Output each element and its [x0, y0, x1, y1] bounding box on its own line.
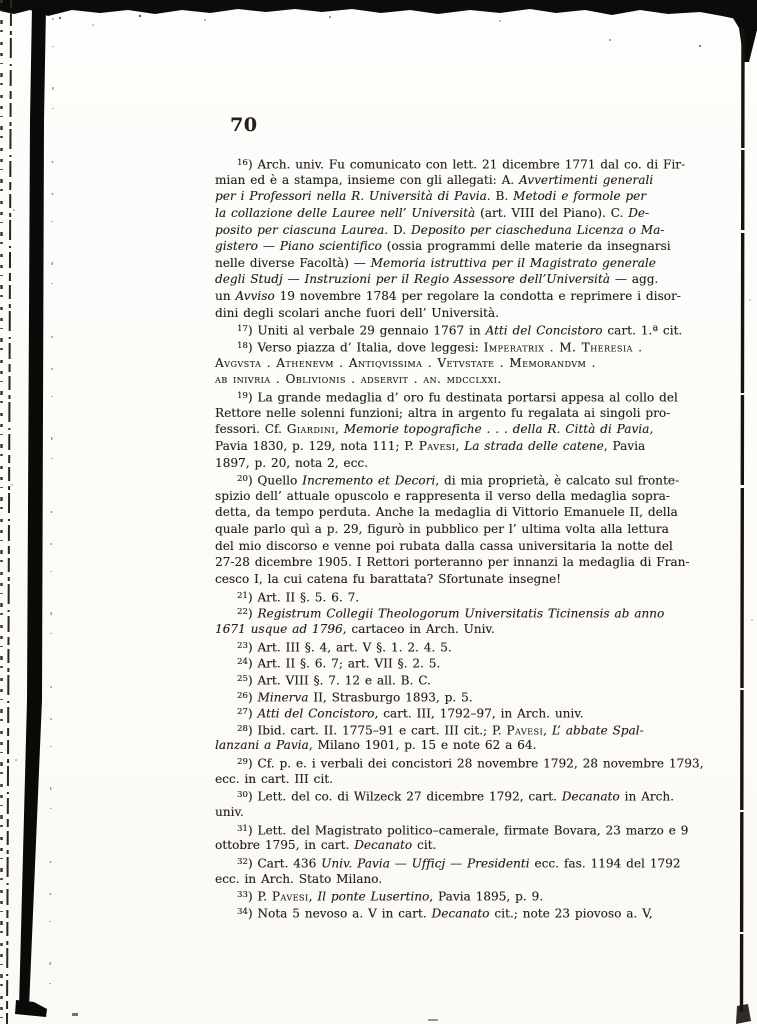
footnote-20-line-4 — [215, 521, 675, 538]
text-segment: ) — [247, 690, 258, 704]
text-segment: B. — [490, 189, 514, 204]
scan-right-line — [742, 28, 744, 1012]
scan-gutter-foot — [15, 1000, 47, 1017]
text-segment: ) — [247, 706, 258, 721]
footnote-marker: 27 — [237, 707, 248, 718]
text-segment: ) Lett. del Magistrato politico–camerale, firmate Bovara, 23 marzo e 9 — [247, 823, 689, 838]
text-segment: mian ed è a stampa, insieme con gli allegati: A. — [215, 172, 520, 187]
scan-top-band — [0, 0, 757, 34]
text-segment: Metodi e formole per — [513, 189, 647, 204]
footnote-32-line-2 — [215, 871, 675, 888]
footnote-30-line-1 — [215, 787, 675, 804]
text-segment: — agg. — [609, 272, 659, 287]
footnote-20-line-6 — [215, 554, 690, 571]
text-segment: (ossia programmi delle materie da insegnarsi — [381, 239, 671, 254]
footnote-17-line-1 — [215, 321, 683, 338]
text-segment: Atti del Concistoro — [485, 323, 603, 338]
footnote-16-line-3 — [215, 188, 675, 205]
footnote-32-line-1 — [215, 854, 681, 871]
footnote-31-line-2 — [215, 837, 675, 854]
footnote-23-line-1 — [215, 638, 675, 655]
footnote-16-line-6 — [215, 238, 675, 255]
text-segment: 1897, p. 20, nota 2, ecc. — [215, 455, 368, 470]
footnote-30-line-2 — [215, 804, 675, 821]
footnote-marker: 32 — [237, 856, 248, 867]
text-segment: 19 novembre 1784 per regolare la condotta e reprimere i disor- — [274, 289, 681, 304]
scan-right-foot — [736, 1004, 751, 1024]
text-segment: cesco I, la cui catena fu barattata? Sfortunate insegne! — [215, 572, 562, 587]
text-segment: nelle diverse Facoltà) — — [215, 255, 371, 270]
footnote-marker: 19 — [237, 390, 248, 401]
text-segment: , — [543, 723, 552, 738]
footnote-16-line-5 — [215, 222, 675, 239]
footnote-28-line-1 — [215, 721, 675, 738]
text-segment: degli Studj — Instruzioni per il Regio Assessore dell’Università — [215, 272, 610, 287]
text-segment: quale parlo quì a p. 29, figurò in pubblico per l’ ultima volta alla lettura — [215, 522, 669, 537]
text-segment: ) La grande medaglia d’ oro fu destinata portarsi appesa al collo del — [247, 390, 678, 405]
footnote-marker: 22 — [237, 607, 248, 618]
text-segment: , Milano 1901, p. 15 e note 62 a 64. — [308, 738, 537, 753]
text-segment: ecc. in Arch. Stato Milano. — [215, 871, 383, 886]
footnote-marker: 23 — [237, 640, 248, 651]
footnote-20-line-3 — [215, 504, 678, 521]
footnote-22-line-1 — [215, 604, 675, 621]
footnote-20-line-1 — [215, 471, 680, 488]
text-segment: ) Lett. del co. di Wilzeck 27 dicembre 1792, cart. — [247, 789, 562, 804]
text-segment: ) Uniti al verbale 29 gennaio 1767 in — [247, 323, 486, 338]
text-segment: ecc. fas. 1194 del 1792 — [529, 856, 681, 871]
text-segment: spizio dell’ attuale opuscolo e rappresenta il verso della medaglia sopra- — [215, 488, 670, 503]
page-number: 70 — [230, 114, 258, 136]
text-segment: in Arch. — [619, 789, 674, 804]
text-segment: cit. — [412, 838, 437, 853]
footnote-16-line-2 — [215, 172, 675, 189]
text-segment: Avvertimenti generali — [519, 172, 654, 187]
text-segment: cart. 1.ª cit. — [602, 323, 683, 338]
footnote-22-line-2 — [215, 621, 675, 638]
text-segment: ) Cart. 436 — [247, 856, 322, 871]
text-segment: Avviso — [235, 289, 275, 304]
text-segment: Univ. Pavia — Ufficj — Presidenti — [321, 856, 530, 871]
footnote-19-line-1 — [215, 388, 678, 405]
footnote-16-line-9 — [215, 288, 681, 305]
text-segment: ) Quello — [247, 473, 303, 488]
text-segment: dini degli scolari anche fuori dell’ Università. — [215, 305, 499, 320]
text-segment: per i Professori nella R. Università di Pavia. — [215, 189, 491, 204]
footnote-marker: 31 — [237, 823, 248, 834]
footnote-16-line-8 — [215, 271, 675, 288]
text-segment: II, Strasburgo 1893, p. 5. — [308, 690, 473, 704]
text-segment: posito per ciascuna Laurea. — [215, 222, 389, 237]
footnote-20-line-2 — [215, 488, 675, 505]
footnote-marker: 29 — [237, 757, 248, 768]
scan-faint-line — [50, 18, 53, 1010]
footnote-33-line-1 — [215, 887, 675, 904]
footnote-18-line-2 — [215, 355, 675, 372]
text-segment: cit.; note 23 piovoso a. V, — [489, 906, 653, 921]
text-segment: D. — [388, 222, 411, 237]
text-segment: gistero — Piano scientifico — [215, 239, 382, 254]
text-segment: Memorie topografiche . . . della R. Città di Pavia, — [343, 422, 654, 437]
footnote-29-line-1 — [215, 754, 704, 771]
text-segment: Giardini — [286, 422, 336, 437]
text-segment: De- — [628, 205, 650, 220]
text-segment: Pavesi — [418, 438, 456, 453]
text-segment: 27-28 dicembre 1905. I Rettori porteranno per innanzi la medaglia di Fran- — [215, 555, 690, 570]
footnote-16-line-10 — [215, 305, 675, 322]
text-segment: ) Art. II §. 6. 7; art. VII §. 2. 5. — [247, 656, 441, 671]
text-segment: Imperatrix . M. Theresia . — [483, 340, 643, 355]
footnote-19-line-2 — [215, 405, 675, 422]
footnote-19-line-4 — [215, 438, 675, 455]
footnote-marker: 28 — [237, 723, 248, 734]
footnote-27-line-1 — [215, 704, 675, 721]
footnote-25-line-1 — [215, 671, 675, 688]
text-segment: ) Nota 5 nevoso a. V in cart. — [247, 906, 432, 921]
text-segment: 1671 usque ad 1796 — [215, 621, 343, 636]
text-segment: Memoria istruttiva per il Magistrato generale — [370, 255, 656, 270]
text-segment: fessori. Cf. — [215, 422, 287, 437]
text-segment: (art. VIII del Piano). C. — [475, 205, 629, 220]
text-segment: del mio discorso e venne poi rubata dalla cassa universitaria la notte del — [215, 538, 673, 553]
footnote-marker: 34 — [237, 906, 248, 917]
footnote-16-line-7 — [215, 255, 675, 272]
text-segment: Pavia 1830, p. 129, nota 111; P. — [215, 438, 419, 453]
footnote-20-line-5 — [215, 538, 675, 555]
text-segment: Incremento et Decori — [302, 473, 436, 488]
text-segment: , cartaceo in Arch. Univ. — [342, 621, 495, 636]
footnote-18-line-1 — [215, 338, 675, 355]
text-segment: ) Art. II §. 5. 6. 7. — [247, 590, 360, 605]
text-segment: , cart. III, 1792–97, in Arch. univ. — [374, 706, 584, 721]
text-segment: un — [215, 289, 236, 304]
footnote-26-line-1 — [215, 688, 675, 705]
text-segment: ) P. — [247, 889, 272, 904]
footnote-34-line-1 — [215, 904, 675, 921]
footnote-marker: 17 — [237, 324, 248, 335]
footnote-marker: 20 — [237, 474, 248, 485]
footnote-29-line-2 — [215, 771, 675, 788]
footnote-28-line-2 — [215, 737, 675, 754]
footnote-19-line-5 — [215, 455, 675, 472]
footnote-16-line-4 — [215, 205, 675, 222]
text-segment: Pavesi — [506, 723, 544, 738]
text-segment: Rettore nelle solenni funzioni; altra in argento fu regalata ai singoli pro- — [215, 405, 671, 420]
text-segment: Avgvsta . Athenevm . Antiqvissima . Vetvstate . Memorandvm . — [215, 355, 596, 370]
text-segment: , Pavia — [603, 438, 646, 453]
text-segment: ) Verso piazza d’ Italia, dove leggesi: — [247, 340, 484, 355]
text-segment: Pavesi — [271, 889, 309, 904]
footnote-marker: 33 — [237, 890, 248, 901]
text-segment: ) Art. VIII §. 7. 12 e all. B. C. — [247, 673, 431, 688]
text-segment: ecc. in cart. III cit. — [215, 771, 333, 786]
footnote-19-line-3 — [215, 421, 675, 438]
text-segment: ) — [247, 606, 258, 621]
footnote-31-line-1 — [215, 821, 689, 838]
text-segment: ab inivria . Oblivionis . adservit . an. mdcclxxi. — [215, 372, 502, 387]
footnote-marker: 25 — [237, 673, 248, 684]
text-segment: L’ abbate Spal- — [551, 723, 644, 738]
text-segment: , — [335, 422, 344, 437]
text-segment: , Pavia 1895, p. 9. — [429, 889, 544, 904]
text-segment: , — [455, 438, 465, 453]
text-segment: lanzani a Pavia — [215, 738, 309, 753]
text-segment: Minerva — [257, 690, 309, 704]
text-segment: Il ponte Lusertino — [317, 889, 430, 904]
footnote-20-line-7 — [215, 571, 675, 588]
text-segment: ) Ibid. cart. II. 1775–91 e cart. III cit.; P. — [247, 723, 507, 738]
text-segment: Deposito per ciascheduna Licenza o Ma- — [410, 222, 665, 237]
text-segment: Decanato — [561, 789, 620, 804]
text-segment: Decanato — [431, 906, 490, 921]
footnote-16-line-1 — [215, 155, 686, 172]
text-segment: La strada delle catene — [464, 438, 604, 453]
footnote-marker: 24 — [237, 657, 248, 668]
footnote-21-line-1 — [215, 588, 675, 605]
footnote-24-line-1 — [215, 654, 675, 671]
text-segment: la collazione delle Lauree nell’ Università — [215, 205, 476, 220]
scan-corner-wedge — [722, 0, 757, 62]
text-segment: detta, da tempo perduta. Anche la medaglia di Vittorio Emanuele II, della — [215, 505, 678, 520]
scan-gutter-band — [19, 6, 46, 1008]
text-segment: ) Cf. p. e. i verbali dei concistori 28 novembre 1792, 28 novembre 1793, — [247, 756, 704, 771]
footnote-marker: 16 — [237, 158, 248, 168]
footnote-18-line-3 — [215, 371, 675, 388]
text-segment: , — [308, 889, 318, 904]
scan-gutter-thin-line — [7, 0, 11, 1024]
text-segment: Registrum Collegii Theologorum Universitatis Ticinensis ab anno — [257, 606, 665, 621]
text-segment: ottobre 1795, in cart. — [215, 838, 355, 853]
footnote-marker: 18 — [237, 341, 248, 352]
footnote-marker: 21 — [237, 590, 248, 601]
text-segment: ) Arch. univ. Fu comunicato con lett. 21 dicembre 1771 dal co. di Fir- — [247, 157, 686, 172]
text-segment: , di mia proprietà, è calcato sul fronte- — [435, 473, 680, 488]
text-segment: univ. — [215, 804, 244, 819]
text-segment: Decanato — [354, 838, 413, 853]
text-segment: Atti del Concistoro — [257, 706, 375, 721]
footnote-marker: 30 — [237, 790, 248, 801]
text-segment: ) Art. III §. 4, art. V §. 1. 2. 4. 5. — [247, 640, 452, 655]
footnotes-block — [215, 155, 704, 921]
footnote-marker: 26 — [237, 690, 248, 701]
